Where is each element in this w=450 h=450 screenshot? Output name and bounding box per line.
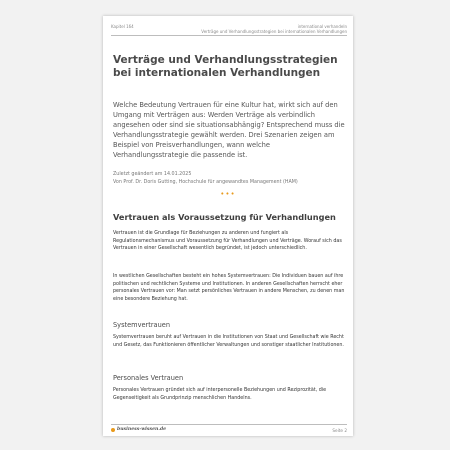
author-line: Von Prof. Dr. Doris Gutting, Hochschule für angewandtes Management (HAM)	[113, 180, 298, 185]
category-label: international verhandeln	[297, 24, 347, 29]
running-subtitle: Verträge und Verhandlungsstrategien bei internationalen Verhandlungen	[201, 29, 347, 35]
section-paragraph-1: Vertrauen ist die Grundlage für Beziehungen zu anderen und fungiert als Regulationsmechanismus und Voraussetzung für Verhandlungen und Verträge. Worauf sich das Vertrauen in einer Gesellschaft wesentlich begründet, ist jedoch unterschiedlich.	[113, 231, 342, 252]
paragraph-systemvertrauen: Systemvertrauen beruht auf Vertrauen in die Institutionen von Staat und Gesellschaft wie Recht und Gesetz, das Funktionieren öffentlicher Verwaltungen und sonstiger staatlicher Institutionen.	[113, 335, 344, 348]
document-page	[103, 16, 353, 436]
separator-dots: •••	[220, 190, 236, 198]
header-divider	[111, 35, 347, 36]
page-number: Seite 2	[332, 428, 347, 433]
chapter-label: Kapitel 164	[111, 24, 134, 29]
paragraph-personales-vertrauen: Personales Vertrauen gründet sich auf interpersonelle Beziehungen und Reziprozität, die Gegenseitigkeit als Grundprinzip menschlichen Handelns.	[113, 388, 327, 401]
business-wissen-logo[interactable]	[111, 427, 166, 432]
article-title: Verträge und Verhandlungsstrategien bei internationalen Verhandlungen	[113, 54, 338, 79]
article-lead: Welche Bedeutung Vertrauen für eine Kultur hat, wirkt sich auf den Umgang mit Verträgen aus: Werden Verträge als verbindlich angesehen oder sind sie situationsabhängig? Entsprechend muss die Verhandlungsstrategie gewählt werden. Drei Szenarien zeigen am Beispiel von Preisverhandlungen, wann welche Verhandlungsstrategie die passende ist.	[113, 101, 345, 159]
section-paragraph-2: In westlichen Gesellschaften besteht ein hohes Systemvertrauen: Die Individuen bauen auf ihre politischen und rechtlichen Systeme und Institutionen. In anderen Gesellschaften herrscht eher personales Vertrauen vor: Man setzt persönliches Vertrauen in andere Menschen, zu denen man eine besondere Beziehung hat.	[113, 274, 345, 302]
subheading-personales-vertrauen: Personales Vertrauen	[113, 374, 184, 382]
section-heading: Vertrauen als Voraussetzung für Verhandlungen	[113, 212, 336, 222]
running-header	[201, 24, 347, 34]
updated-date: Zuletzt geändert am 14.01.2025	[113, 172, 192, 177]
logo-text: business-wissen.de	[117, 427, 167, 432]
subheading-systemvertrauen: Systemvertrauen	[113, 321, 171, 329]
logo-dot-icon	[111, 428, 115, 432]
footer-divider	[111, 424, 347, 425]
